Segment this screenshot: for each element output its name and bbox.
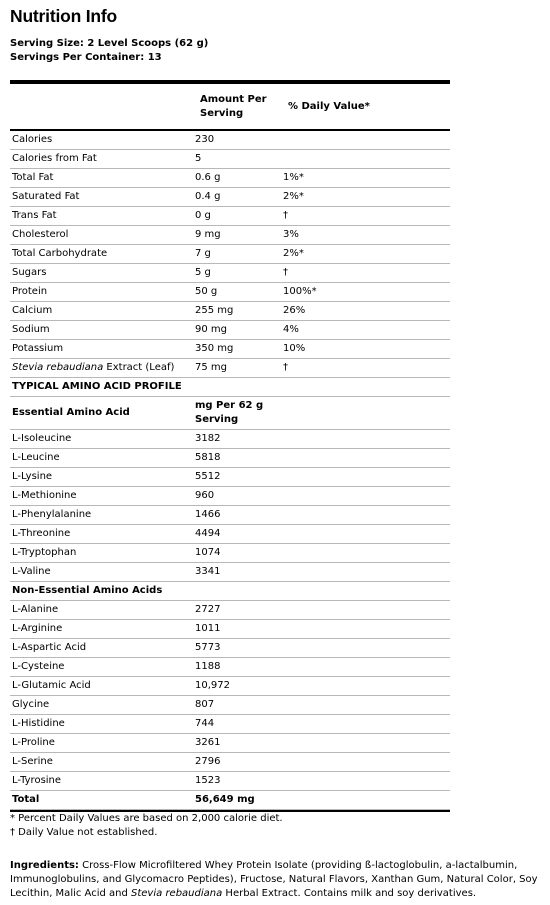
amino-amount: 1011 [190, 620, 280, 639]
nutrient-name: Protein [10, 283, 190, 302]
amino-name: L-Methionine [10, 487, 190, 506]
nutrient-name: Total Fat [10, 169, 190, 188]
empty-cell [280, 715, 450, 734]
nutrient-amount: 230 [190, 131, 280, 150]
amino-row [10, 772, 450, 791]
nutrient-amount: 0.4 g [190, 188, 280, 207]
amino-amount: 10,972 [190, 677, 280, 696]
nutrient-row [10, 188, 450, 207]
nutrient-amount: 50 g [190, 283, 280, 302]
empty-cell [280, 620, 450, 639]
amino-amount: 4494 [190, 525, 280, 544]
nutrient-amount: 9 mg [190, 226, 280, 245]
empty-cell [280, 397, 450, 430]
nutrient-name: Trans Fat [10, 207, 190, 226]
daily-value-header: % Daily Value* [288, 101, 370, 112]
amino-amount: 3341 [190, 563, 280, 582]
amino-row [10, 696, 450, 715]
amino-amount: 2727 [190, 601, 280, 620]
amino-row [10, 506, 450, 525]
empty-cell [280, 487, 450, 506]
ingredients-text-end: Herbal Extract. Contains milk and soy derivatives. [222, 888, 477, 899]
total-amount: 56,649 mg [190, 791, 280, 810]
amino-name: L-Arginine [10, 620, 190, 639]
nutrient-row [10, 207, 450, 226]
empty-cell [280, 658, 450, 677]
footnote-daily-values: * Percent Daily Values are based on 2,000 calorie diet. [10, 813, 283, 824]
empty-cell [280, 677, 450, 696]
ingredients [10, 859, 550, 901]
amino-name: L-Aspartic Acid [10, 639, 190, 658]
amino-name: L-Isoleucine [10, 430, 190, 449]
mg-per-serving-heading: mg Per 62 g Serving [190, 397, 280, 430]
nutrient-amount: 5 g [190, 264, 280, 283]
amino-amount: 1466 [190, 506, 280, 525]
amino-row [10, 620, 450, 639]
nutrient-row [10, 321, 450, 340]
nutrient-daily-value: 2%* [280, 245, 450, 264]
empty-cell [280, 506, 450, 525]
nutrient-name: Sugars [10, 264, 190, 283]
total-label: Total [10, 791, 190, 810]
nutrient-name [10, 359, 190, 378]
amino-amount: 5512 [190, 468, 280, 487]
amino-amount: 1074 [190, 544, 280, 563]
nutrient-name: Sodium [10, 321, 190, 340]
nutrient-daily-value: 1%* [280, 169, 450, 188]
nutrient-amount: 5 [190, 150, 280, 169]
empty-cell [280, 696, 450, 715]
nutrient-daily-value: 2%* [280, 188, 450, 207]
amino-name: L-Alanine [10, 601, 190, 620]
ingredients-text: Cross-Flow Microfiltered Whey Protein Isolate (providing ß-lactoglobulin, a-lactalbumin, Immunoglobulins, and Glycomacro Peptides), Fructose, Natural Flavors, Xanthan Gum, Natural Color, Soy Lecithin, Malic Acid and [10, 860, 538, 899]
nutrient-name: Total Carbohydrate [10, 245, 190, 264]
empty-cell [280, 468, 450, 487]
amino-row [10, 525, 450, 544]
page-title: Nutrition Info [10, 6, 118, 26]
nutrient-row [10, 283, 450, 302]
amino-profile-heading [10, 378, 450, 397]
amino-amount: 1188 [190, 658, 280, 677]
nutrient-row [10, 169, 450, 188]
amino-name: L-Lysine [10, 468, 190, 487]
amino-amount: 3182 [190, 430, 280, 449]
ingredients-label: Ingredients: [10, 860, 79, 871]
amino-row [10, 468, 450, 487]
amino-name: L-Glutamic Acid [10, 677, 190, 696]
amino-row [10, 715, 450, 734]
amino-amount: 5818 [190, 449, 280, 468]
amino-name: L-Valine [10, 563, 190, 582]
nutrient-amount: 0.6 g [190, 169, 280, 188]
amino-name: L-Serine [10, 753, 190, 772]
amino-row [10, 430, 450, 449]
nutrient-amount: 255 mg [190, 302, 280, 321]
nonessential-heading-row [10, 582, 450, 601]
amino-name: L-Threonine [10, 525, 190, 544]
stevia-name-rest: Extract (Leaf) [103, 362, 175, 373]
nutrition-table [10, 131, 450, 810]
nonessential-amino-heading: Non-Essential Amino Acids [10, 582, 450, 601]
amino-name: L-Proline [10, 734, 190, 753]
ingredients-italic: Stevia rebaudiana [131, 888, 223, 899]
amino-row [10, 639, 450, 658]
amino-name: L-Tryptophan [10, 544, 190, 563]
amino-name: L-Histidine [10, 715, 190, 734]
empty-cell [280, 639, 450, 658]
empty-cell [280, 791, 450, 810]
empty-cell [280, 430, 450, 449]
nutrient-name: Calories [10, 131, 190, 150]
amino-row [10, 601, 450, 620]
stevia-name-italic: Stevia rebaudiana [12, 362, 104, 373]
amino-amount: 744 [190, 715, 280, 734]
empty-cell [280, 449, 450, 468]
nutrient-name: Saturated Fat [10, 188, 190, 207]
nutrient-daily-value: 3% [280, 226, 450, 245]
amount-per-serving-header: Amount Per Serving [200, 94, 267, 119]
empty-cell [280, 544, 450, 563]
amino-name: L-Phenylalanine [10, 506, 190, 525]
nutrient-row [10, 131, 450, 150]
nutrient-daily-value [280, 131, 450, 150]
amino-name: Glycine [10, 696, 190, 715]
total-row [10, 791, 450, 810]
nutrient-row [10, 264, 450, 283]
amino-row [10, 563, 450, 582]
empty-cell [280, 772, 450, 791]
nutrient-row [10, 150, 450, 169]
nutrient-amount: 75 mg [190, 359, 280, 378]
nutrient-daily-value: † [280, 207, 450, 226]
amino-amount: 2796 [190, 753, 280, 772]
nutrient-name: Calories from Fat [10, 150, 190, 169]
amino-row [10, 753, 450, 772]
empty-cell [280, 563, 450, 582]
amino-amount: 807 [190, 696, 280, 715]
amino-row [10, 487, 450, 506]
nutrient-amount: 90 mg [190, 321, 280, 340]
empty-cell [280, 734, 450, 753]
amino-row [10, 544, 450, 563]
amino-profile-heading-text: TYPICAL AMINO ACID PROFILE [10, 378, 450, 397]
nutrient-name: Calcium [10, 302, 190, 321]
amino-amount: 3261 [190, 734, 280, 753]
nutrient-name: Potassium [10, 340, 190, 359]
nutrient-daily-value [280, 150, 450, 169]
amino-row [10, 677, 450, 696]
nutrient-amount: 350 mg [190, 340, 280, 359]
nutrient-daily-value: † [280, 264, 450, 283]
amino-amount: 5773 [190, 639, 280, 658]
serving-size: Serving Size: 2 Level Scoops (62 g) [10, 38, 209, 49]
nutrient-amount: 0 g [190, 207, 280, 226]
amino-name: L-Cysteine [10, 658, 190, 677]
essential-amino-heading: Essential Amino Acid [10, 397, 190, 430]
nutrient-daily-value: 100%* [280, 283, 450, 302]
amino-name: L-Leucine [10, 449, 190, 468]
nutrient-amount: 7 g [190, 245, 280, 264]
amino-row [10, 449, 450, 468]
empty-cell [280, 525, 450, 544]
amino-amount: 960 [190, 487, 280, 506]
amino-row [10, 734, 450, 753]
nutrient-daily-value: 10% [280, 340, 450, 359]
nutrient-row [10, 226, 450, 245]
empty-cell [280, 601, 450, 620]
footnote-not-established: † Daily Value not established. [10, 827, 158, 838]
empty-cell [280, 753, 450, 772]
nutrient-daily-value: † [280, 359, 450, 378]
nutrient-name: Cholesterol [10, 226, 190, 245]
nutrient-row [10, 359, 450, 378]
essential-heading-row [10, 397, 450, 430]
amino-amount: 1523 [190, 772, 280, 791]
nutrient-daily-value: 4% [280, 321, 450, 340]
amino-name: L-Tyrosine [10, 772, 190, 791]
thick-divider [10, 80, 450, 84]
nutrient-daily-value: 26% [280, 302, 450, 321]
nutrient-row [10, 245, 450, 264]
nutrient-row [10, 302, 450, 321]
servings-per-container: Servings Per Container: 13 [10, 52, 162, 63]
amino-row [10, 658, 450, 677]
nutrient-row [10, 340, 450, 359]
